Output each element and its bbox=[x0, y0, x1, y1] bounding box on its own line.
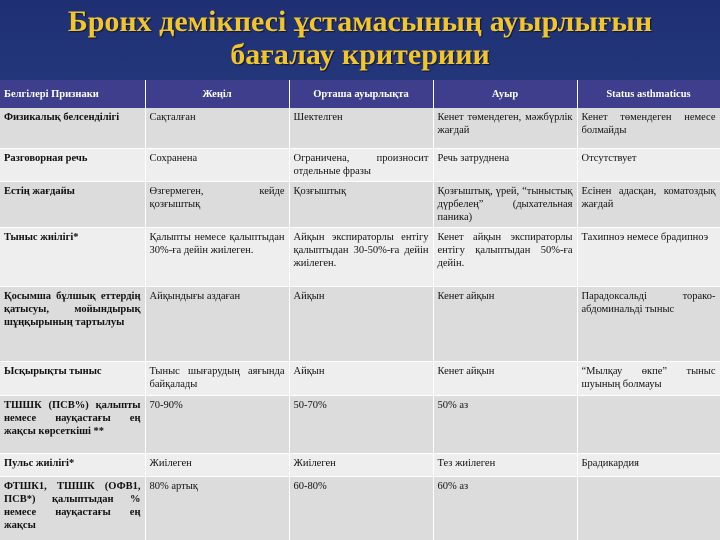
table-cell bbox=[577, 395, 720, 453]
table-cell: Отсутствует bbox=[577, 148, 720, 181]
table-cell: Кенет төмендеген немесе болмайды bbox=[577, 108, 720, 148]
table-cell: Кенет айқын bbox=[433, 286, 577, 361]
table-cell: Кенет айқын экспираторлы ентігу қалыптыдан 50%-ға дейін. bbox=[433, 227, 577, 286]
table-cell: 50% аз bbox=[433, 395, 577, 453]
table-cell: Қалыпты немесе қалыптыдан 30%-ға дейін жиілеген. bbox=[145, 227, 289, 286]
column-header-mild: Жеңіл bbox=[145, 80, 289, 108]
table-cell: Өзгермеген, кейде қозғыштық bbox=[145, 181, 289, 227]
table-cell: “Мылқау өкпе” тыныс шуының болмауы bbox=[577, 361, 720, 395]
table-cell: 80% артық bbox=[145, 476, 289, 540]
table-row bbox=[0, 453, 720, 476]
row-label: ФТШК1, ТШШК (ОФВ1, ПСВ*) қалыптыдан % немесе науқастағы ең жақсы bbox=[0, 476, 145, 540]
table-header-row bbox=[0, 80, 720, 108]
column-header-signs: Белгілері Признаки bbox=[0, 80, 145, 108]
table-cell: Айқын bbox=[289, 361, 433, 395]
table-cell: Айқындығы аздаған bbox=[145, 286, 289, 361]
table-cell: Айқын bbox=[289, 286, 433, 361]
slide-title bbox=[0, 0, 720, 71]
table-cell: Кенет төмендеген, мәжбүрлік жағдай bbox=[433, 108, 577, 148]
table-cell: Есінен адасқан, коматоздық жағдай bbox=[577, 181, 720, 227]
table-cell: Речь затруднена bbox=[433, 148, 577, 181]
table-cell: Шектелген bbox=[289, 108, 433, 148]
column-header-severe: Ауыр bbox=[433, 80, 577, 108]
title-line-2: бағалау критериии bbox=[230, 38, 490, 71]
column-header-moderate: Орташа ауырлықта bbox=[289, 80, 433, 108]
table-cell: Тахипноэ немесе брадипноэ bbox=[577, 227, 720, 286]
row-label: Ысқырықты тыныс bbox=[0, 361, 145, 395]
row-label: Қосымша бұлшық еттердің қатысуы, мойындырық шұңқырының тартылуы bbox=[0, 286, 145, 361]
table-cell: Сохранена bbox=[145, 148, 289, 181]
table-row bbox=[0, 286, 720, 361]
table-cell: 60-80% bbox=[289, 476, 433, 540]
table-cell: 60% аз bbox=[433, 476, 577, 540]
table-cell: Тыныс шығарудың аяғында байқалады bbox=[145, 361, 289, 395]
row-label: Естің жағдайы bbox=[0, 181, 145, 227]
criteria-table-container bbox=[0, 80, 720, 540]
table-cell: Қозғыштық bbox=[289, 181, 433, 227]
table-cell: Парадоксальді торако-абдоминальді тыныс bbox=[577, 286, 720, 361]
table-row bbox=[0, 361, 720, 395]
table-cell: 70-90% bbox=[145, 395, 289, 453]
table-row bbox=[0, 181, 720, 227]
table-cell: Жиілеген bbox=[289, 453, 433, 476]
table-cell: Брадикардия bbox=[577, 453, 720, 476]
table-row bbox=[0, 476, 720, 540]
table-cell bbox=[577, 476, 720, 540]
table-cell: Жиілеген bbox=[145, 453, 289, 476]
table-row bbox=[0, 108, 720, 148]
table-cell: Кенет айқын bbox=[433, 361, 577, 395]
slide-header bbox=[0, 0, 720, 80]
table-cell: 50-70% bbox=[289, 395, 433, 453]
title-line-1: Бронх демікпесі ұстамасының ауырлығын bbox=[67, 5, 653, 38]
table-cell: Сақталған bbox=[145, 108, 289, 148]
table-row bbox=[0, 227, 720, 286]
table-row bbox=[0, 148, 720, 181]
table-cell: Қозғыштық, үрей, “тыныстық дүрбелең” (дыхательная паника) bbox=[433, 181, 577, 227]
row-label: Разговорная речь bbox=[0, 148, 145, 181]
table-cell: Айқын экспираторлы ентігу қалыптыдан 30-50%-ға дейін жиілеген. bbox=[289, 227, 433, 286]
row-label: Тыныс жиілігі* bbox=[0, 227, 145, 286]
table-cell: Ограничена, произносит отдельные фразы bbox=[289, 148, 433, 181]
criteria-table bbox=[0, 80, 720, 540]
row-label: ТШШК (ПСВ%) қалыпты немесе науқастағы ең жақсы көрсеткіші ** bbox=[0, 395, 145, 453]
column-header-status-asthmaticus: Status asthmaticus bbox=[577, 80, 720, 108]
table-row bbox=[0, 395, 720, 453]
table-cell: Тез жиілеген bbox=[433, 453, 577, 476]
row-label: Пульс жиілігі* bbox=[0, 453, 145, 476]
row-label: Физикалық белсенділігі bbox=[0, 108, 145, 148]
